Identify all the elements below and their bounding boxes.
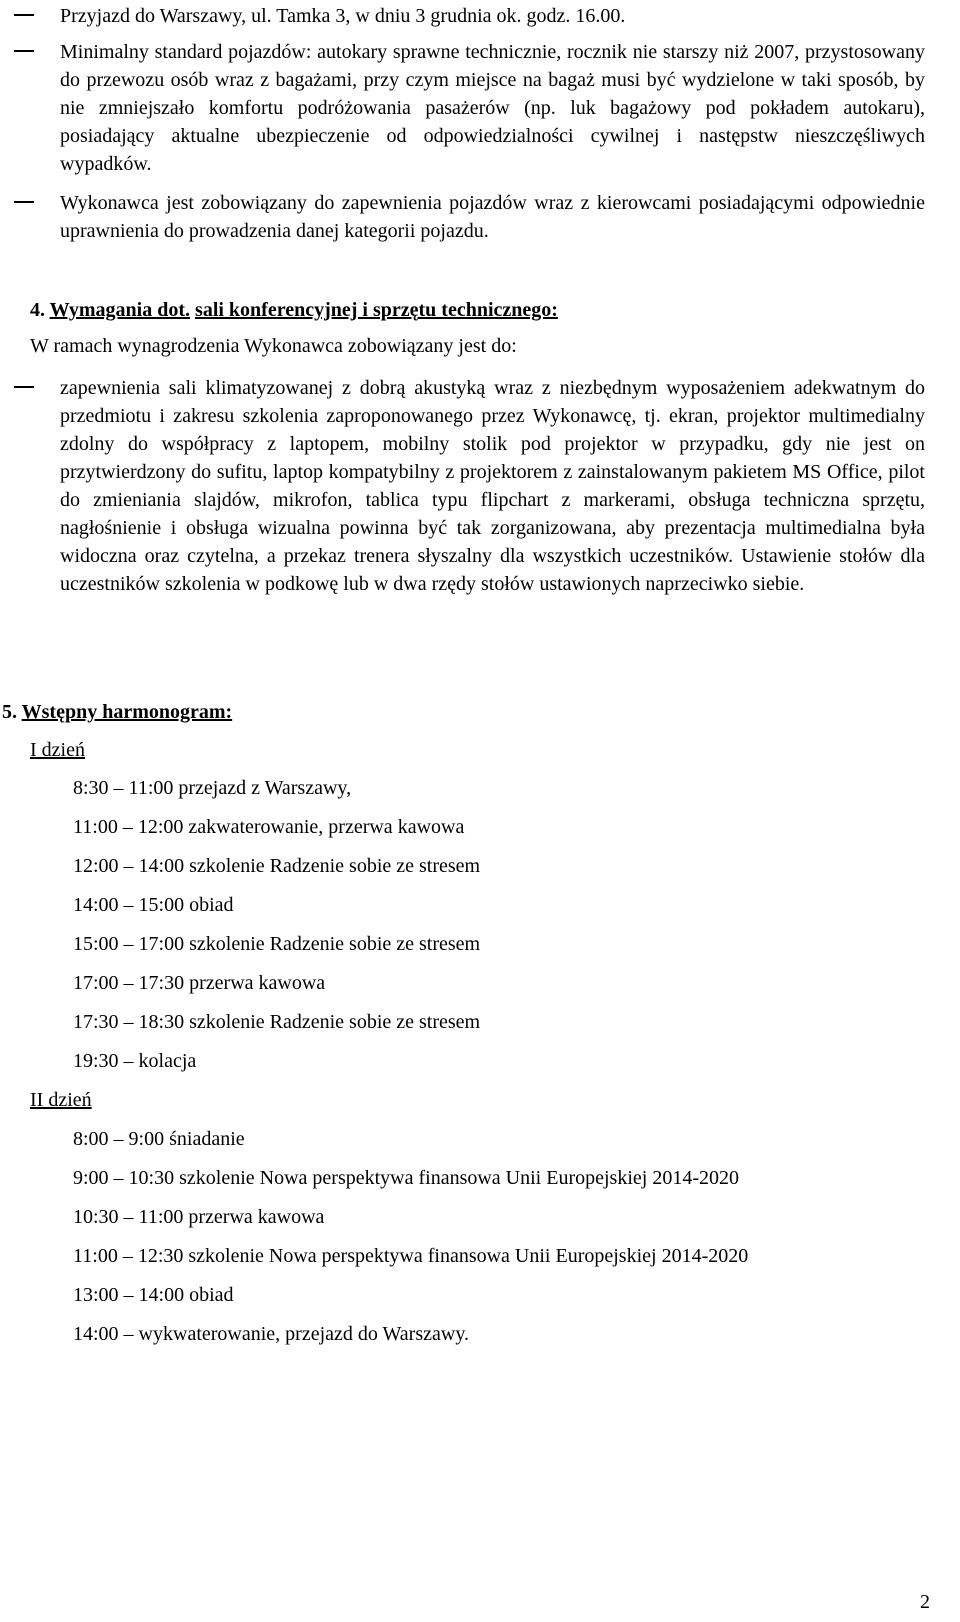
schedule-item: 14:00 – wykwaterowanie, przejazd do Warszawy. [73,1323,470,1345]
schedule-item: 10:30 – 11:00 przerwa kawowa [73,1206,325,1228]
bullet-text: Wykonawca jest zobowiązany do zapewnienia pojazdów wraz z kierowcami posiadającymi odpowiednie uprawnienia do prowadzenia danej kategorii pojazdu. [60,192,925,242]
section-intro: W ramach wynagrodzenia Wykonawca zobowiązany jest do: [30,335,517,357]
bullet-text: Przyjazd do Warszawy, ul. Tamka 3, w dniu 3 grudnia ok. godz. 16.00. [60,5,626,27]
schedule-item: 9:00 – 10:30 szkolenie Nowa perspektywa finansowa Unii Europejskiej 2014-2020 [73,1167,739,1189]
section-title-continued: sali konferencyjnej i sprzętu technicznego: [195,299,558,321]
section-number: 4. [30,299,45,321]
schedule-item: 13:00 – 14:00 obiad [73,1284,234,1306]
schedule-item: 17:00 – 17:30 przerwa kawowa [73,972,326,994]
section-heading [30,296,558,324]
page-number: 2 [920,1591,930,1613]
schedule-item: 19:30 – kolacja [73,1050,197,1072]
section-heading [2,698,232,726]
section-title: Wstępny harmonogram: [21,701,233,723]
bullet-text: Minimalny standard pojazdów: autokary sprawne technicznie, rocznik nie starszy niż 2007, przystosowany do przewozu osób wraz z bagażami, przy czym miejsce na bagaż musi być wydzielone w taki sposób, by nie zmniejszało komfortu podróżowania pasażerów (np. luk bagażowy pod pokładem autokaru), posiadający aktualne ubezpieczenie od odpowiedzialności cywilnej i następstw nieszczęśliwych wypadków. [60,41,925,175]
schedule-item: 17:30 – 18:30 szkolenie Radzenie sobie ze stresem [73,1011,481,1033]
dash-bullet-icon [14,14,34,16]
dash-bullet-icon [14,201,34,203]
schedule-item: 8:30 – 11:00 przejazd z Warszawy, [73,777,352,799]
day-label: II dzień [30,1089,92,1111]
schedule-item: 11:00 – 12:30 szkolenie Nowa perspektywa finansowa Unii Europejskiej 2014-2020 [73,1245,749,1267]
section-title: Wymagania dot. [49,299,191,321]
day-label: I dzień [30,739,85,761]
schedule-item: 12:00 – 14:00 szkolenie Radzenie sobie ze stresem [73,855,481,877]
dash-bullet-icon [14,386,34,388]
schedule-item: 8:00 – 9:00 śniadanie [73,1128,245,1150]
bullet-text: zapewnienia sali klimatyzowanej z dobrą akustyką wraz z niezbędnym wyposażeniem adekwatnym do przedmiotu i zakresu szkolenia zaproponowanego przez Wykonawcę, tj. ekran, projektor multimedialny zdolny do współpracy z laptopem, mobilny stolik pod projektor w przypadku, gdy nie jest on przytwierdzony do sufitu, laptop kompatybilny z projektorem z zainstalowanym pakietem MS Office, pilot do zmieniania slajdów, mikrofon, tablica typu flipchart z markerami, obsługa techniczna sprzętu, nagłośnienie i obsługa wizualna powinna być tak zorganizowana, aby prezentacja multimedialna była widoczna oraz czytelna, a przekaz trenera słyszalny dla wszystkich uczestników. Ustawienie stołów dla uczestników szkolenia w podkowę lub w dwa rzędy stołów ustawionych naprzeciwko siebie. [60,377,925,595]
schedule-item: 15:00 – 17:00 szkolenie Radzenie sobie ze stresem [73,933,481,955]
schedule-item: 14:00 – 15:00 obiad [73,894,234,916]
dash-bullet-icon [14,50,34,52]
section-number: 5. [2,701,17,723]
schedule-item: 11:00 – 12:00 zakwaterowanie, przerwa kawowa [73,816,465,838]
